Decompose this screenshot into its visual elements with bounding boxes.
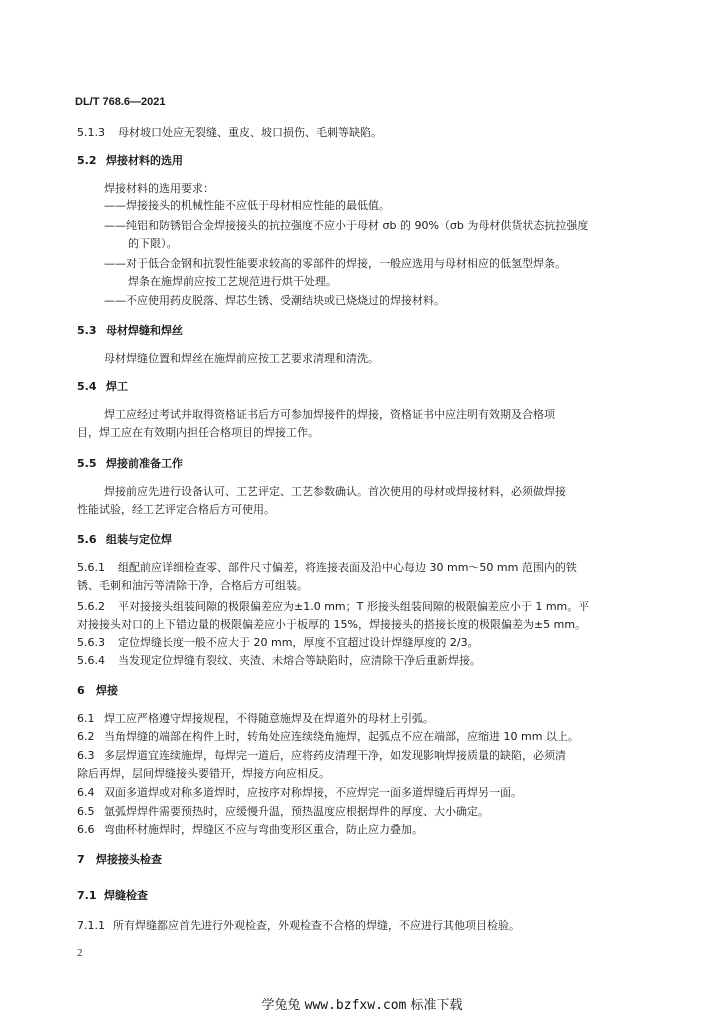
clause-number: 6.2 (77, 730, 95, 743)
clause-text: 定位焊缝长度一般不应大于 20 mm，厚度不宜超过设计焊缝厚度的 2/3。 (118, 636, 479, 649)
clause-text: 平对接接头组装间隙的极限偏差应为±1.0 mm；T 形接头组装间隙的极限偏差应小于 1 mm。平 (118, 600, 590, 613)
clause-number: 6.4 (77, 786, 95, 799)
clause-number: 5.6.4 (77, 654, 105, 667)
section-title: 焊缝检查 (104, 889, 148, 902)
clause-number: 5.6.2 (77, 600, 105, 613)
section-number: 5.6 (77, 533, 97, 546)
list-item: ——对于低合金钢和抗裂性能要求较高的零部件的焊接，一般应选用与母材相应的低氢型焊条。 (104, 257, 566, 270)
section-number: 7 (77, 853, 85, 866)
section-number: 6 (77, 684, 85, 697)
clause-text: 当发现定位焊缝有裂纹、夹渣、未熔合等缺陷时，应清除干净后重新焊接。 (118, 654, 481, 667)
paragraph-text: 焊工应经过考试并取得资格证书后方可参加焊接件的焊接，资格证书中应注明有效期及合格项 (104, 408, 555, 421)
footer-site-name: 学兔兔 (261, 998, 301, 1013)
section-number: 5.5 (77, 457, 97, 470)
list-item-continuation: 的下限）。 (128, 237, 178, 250)
section-title: 焊接材料的选用 (106, 154, 183, 167)
paragraph-text: 母材焊缝位置和焊丝在施焊前应按工艺要求清理和清洗。 (104, 352, 379, 365)
clause-text: 对接接头对口的上下错边量的极限偏差应小于板厚的 15%，焊接接头的搭接长度的极限偏差为±5 mm。 (77, 618, 587, 631)
clause-number: 6.5 (77, 805, 95, 818)
section-title: 母材焊缝和焊丝 (106, 324, 183, 337)
section-number: 5.3 (77, 324, 97, 337)
section-title: 焊接 (96, 684, 118, 697)
standard-number: DL/T 768.6—2021 (75, 96, 166, 108)
list-item-continuation: 焊条在施焊前应按工艺规范进行烘干处理。 (128, 275, 337, 288)
clause-text: 氩弧焊焊件需要预热时，应缓慢升温，预热温度应根据焊件的厚度、大小确定。 (104, 805, 489, 818)
list-item: ——纯铝和防锈铝合金焊接接头的抗拉强度不应小于母材 σb 的 90%（σb 为母材供货状态抗拉强度 (104, 219, 589, 232)
footer-url[interactable]: www.bzfxw.com (304, 998, 407, 1013)
section-number: 5.4 (77, 380, 97, 393)
section-title: 焊接前准备工作 (106, 457, 183, 470)
paragraph-text: 焊接前应先进行设备认可、工艺评定、工艺参数确认。首次使用的母材或焊接材料，必须做焊接 (104, 485, 566, 498)
clause-number: 6.6 (77, 823, 95, 836)
paragraph-text: 目，焊工应在有效期内担任合格项目的焊接工作。 (77, 426, 319, 439)
clause-number: 5.1.3 (77, 126, 105, 139)
clause-text: 组配前应详细检查零、部件尺寸偏差，将连接表面及沿中心每边 30 mm～50 mm 范围内的铁 (118, 561, 577, 574)
paragraph-text: 性能试验，经工艺评定合格后方可使用。 (77, 503, 275, 516)
clause-text: 母材坡口处应无裂缝、重皮、坡口损伤、毛刺等缺陷。 (118, 126, 382, 139)
section-number: 5.2 (77, 154, 97, 167)
list-item: ——焊接接头的机械性能不应低于母材相应性能的最低值。 (104, 199, 390, 212)
clause-text: 所有焊缝都应首先进行外观检查，外观检查不合格的焊缝，不应进行其他项目检验。 (113, 919, 520, 932)
clause-text: 除后再焊，层间焊缝接头要错开，焊接方向应相反。 (77, 767, 330, 780)
clause-text: 双面多道焊或对称多道焊时，应按序对称焊接，不应焊完一面多道焊缝后再焊另一面。 (104, 786, 522, 799)
section-title: 焊工 (106, 380, 128, 393)
clause-number: 6.3 (77, 749, 95, 762)
list-item: ——不应使用药皮脱落、焊芯生锈、受潮结块或已烧烧过的焊接材料。 (104, 294, 445, 307)
clause-number: 5.6.3 (77, 636, 105, 649)
clause-text: 锈、毛刺和油污等清除干净，合格后方可组装。 (77, 579, 308, 592)
clause-text: 当角焊缝的端部在构件上时，转角处应连续绕角施焊，起弧点不应在端部，应缩进 10 mm 以上。 (104, 730, 579, 743)
footer-tagline: 标准下载 (410, 998, 463, 1013)
clause-text: 多层焊道宜连续施焊，每焊完一道后，应将药皮清理干净，如发现影响焊接质量的缺陷，必须清 (104, 749, 566, 762)
clause-text: 焊工应严格遵守焊接规程，不得随意施焊及在焊道外的母材上引弧。 (104, 712, 434, 725)
clause-number: 5.6.1 (77, 561, 105, 574)
clause-text: 弯曲杯材施焊时，焊缝区不应与弯曲变形区重合，防止应力叠加。 (104, 823, 423, 836)
section-number: 7.1 (77, 889, 97, 902)
site-footer (0, 994, 724, 1013)
clause-number: 7.1.1 (77, 919, 105, 932)
paragraph-text: 焊接材料的选用要求： (104, 182, 214, 195)
clause-number: 6.1 (77, 712, 95, 725)
page-number: 2 (77, 947, 83, 959)
section-title: 焊接接头检查 (96, 853, 162, 866)
section-title: 组装与定位焊 (106, 533, 172, 546)
